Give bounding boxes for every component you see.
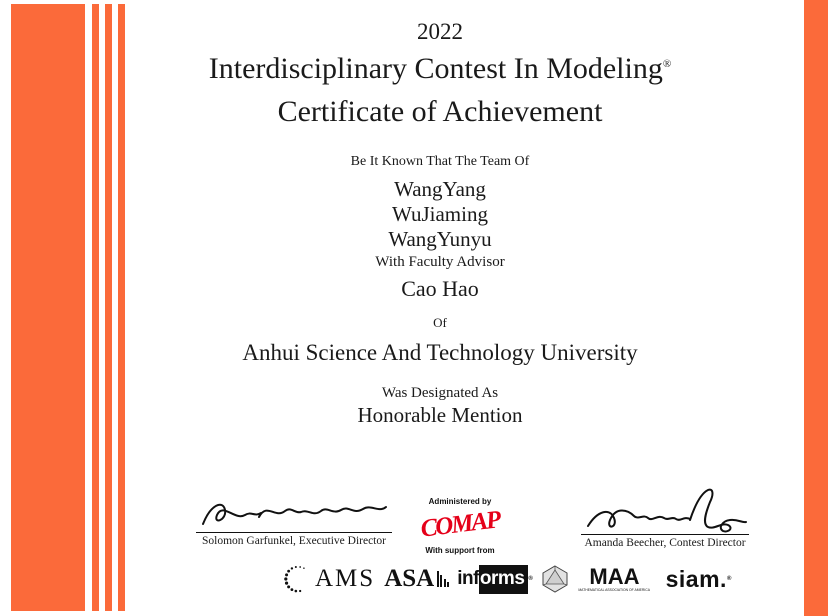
designation-value: Honorable Mention: [357, 403, 523, 427]
team-member-1: WangYang: [394, 177, 486, 201]
executive-director-name: Solomon Garfunkel, Executive Director: [202, 535, 386, 547]
team-member-3: WangYunyu: [388, 227, 492, 251]
institution-name: Anhui Science And Technology University: [242, 340, 638, 365]
informs-logo-prefix: inf: [457, 568, 479, 589]
siam-registered-icon: ®: [726, 576, 732, 582]
sponsor-logos-row: [283, 561, 732, 597]
left-thin-stripe-2: [105, 4, 112, 611]
advisor-name: Cao Hao: [401, 276, 479, 301]
executive-director-signature-block: [196, 494, 392, 547]
maa-polyhedron-icon: [541, 565, 569, 593]
left-thin-stripe-1: [92, 4, 99, 611]
ams-logo-text: AMS: [315, 565, 376, 592]
siam-logo: [666, 566, 732, 593]
contest-director-name: Amanda Beecher, Contest Director: [584, 537, 746, 549]
asa-logo: [375, 565, 457, 593]
informs-registered-icon: ®: [528, 576, 533, 582]
maa-logo-text: MAA: [589, 563, 640, 589]
asa-logo-text: ASA: [384, 565, 435, 592]
comap-logo: COMAP: [419, 506, 501, 543]
administered-by-block: [403, 497, 517, 555]
registered-trademark-symbol: ®: [662, 58, 672, 70]
left-thick-stripe: [11, 4, 85, 611]
ams-dot-arc-icon: [283, 563, 313, 595]
contest-title: [127, 52, 753, 86]
team-intro-label: Be It Known That The Team Of: [350, 154, 530, 169]
signature-line-left: [196, 494, 392, 533]
advisor-label: With Faculty Advisor: [375, 254, 505, 270]
left-thin-stripe-3: [118, 4, 125, 611]
amanda-beecher-signature-icon: [582, 486, 748, 534]
siam-logo-text: siam.: [665, 565, 727, 592]
maa-text-column: [572, 563, 656, 592]
contest-director-signature-block: [581, 486, 749, 549]
solomon-garfunkel-signature-icon: [199, 494, 389, 532]
maa-logo: [541, 565, 656, 593]
year: 2022: [417, 19, 463, 44]
contest-title-text: Interdisciplinary Contest In Modeling: [208, 52, 663, 85]
of-label: Of: [433, 315, 447, 330]
maa-caption-text: MATHEMATICAL ASSOCIATION OF AMERICA: [578, 586, 651, 592]
certificate-subtitle: Certificate of Achievement: [277, 95, 603, 128]
right-thick-stripe: [804, 0, 828, 616]
designation-label: Was Designated As: [381, 385, 499, 401]
informs-logo: [457, 565, 532, 594]
team-member-2: WuJiaming: [392, 202, 488, 226]
signature-line-right: [581, 486, 749, 535]
administered-by-label: Administered by: [428, 497, 492, 506]
support-from-label: With support from: [425, 546, 495, 555]
asa-bars-icon: [435, 571, 449, 587]
informs-logo-box: orms: [479, 565, 528, 594]
ams-logo: [283, 563, 375, 595]
